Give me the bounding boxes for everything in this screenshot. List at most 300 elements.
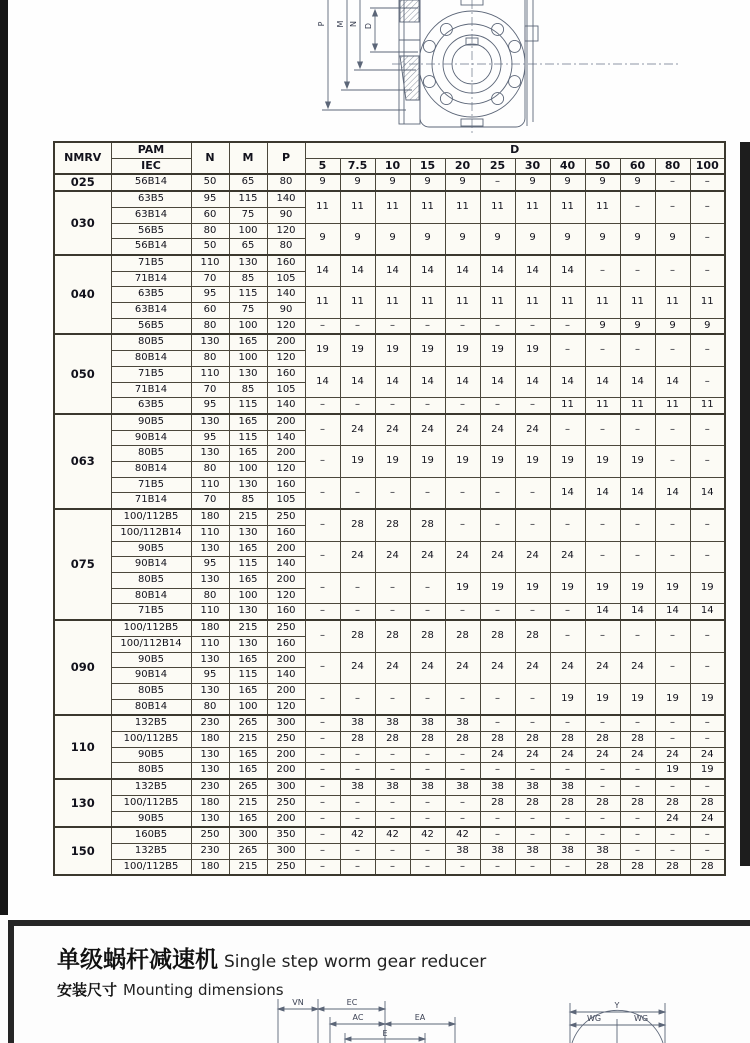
- m-value-cell: 75: [229, 303, 267, 319]
- d-value-cell: 19: [550, 446, 585, 477]
- d-value-cell: –: [515, 859, 550, 875]
- d-value-cell: –: [375, 683, 410, 715]
- m-value-cell: 65: [229, 239, 267, 255]
- iec-cell: 71B14: [111, 382, 191, 398]
- nmrv-size-cell: 040: [54, 255, 111, 335]
- iec-cell: 100/112B5: [111, 795, 191, 811]
- d-col-header: 10: [375, 158, 410, 174]
- d-value-cell: –: [620, 334, 655, 366]
- d-value-cell: –: [305, 811, 340, 827]
- table-row: [54, 318, 725, 334]
- p-value-cell: 90: [267, 303, 305, 319]
- d-value-cell: 24: [515, 652, 550, 683]
- d-value-cell: 24: [690, 811, 725, 827]
- dim-label-m: M: [336, 20, 345, 28]
- d-value-cell: –: [655, 334, 690, 366]
- m-value-cell: 115: [229, 191, 267, 207]
- d-value-cell: 38: [480, 779, 515, 795]
- d-value-cell: –: [410, 683, 445, 715]
- n-value-cell: 130: [191, 572, 229, 588]
- d-value-cell: –: [480, 827, 515, 843]
- iec-cell: 90B5: [111, 414, 191, 430]
- d-value-cell: 9: [410, 223, 445, 255]
- d-value-cell: –: [480, 174, 515, 191]
- p-value-cell: 120: [267, 462, 305, 478]
- d-value-cell: –: [340, 398, 375, 414]
- dim-label-ec: EC: [346, 998, 358, 1007]
- d-value-cell: –: [305, 318, 340, 334]
- d-col-header: 7.5: [340, 158, 375, 174]
- d-value-cell: 11: [410, 287, 445, 318]
- d-value-cell: 24: [340, 652, 375, 683]
- table-row: [54, 843, 725, 859]
- d-value-cell: –: [305, 763, 340, 779]
- iec-cell: 90B5: [111, 541, 191, 557]
- d-value-cell: –: [655, 652, 690, 683]
- d-value-cell: –: [375, 747, 410, 763]
- d-value-cell: 14: [620, 604, 655, 620]
- d-value-cell: 14: [375, 366, 410, 397]
- d-value-cell: –: [375, 859, 410, 875]
- m-value-cell: 115: [229, 398, 267, 414]
- iec-cell: 56B14: [111, 239, 191, 255]
- n-value-cell: 70: [191, 382, 229, 398]
- p-value-cell: 105: [267, 493, 305, 509]
- p-value-cell: 140: [267, 191, 305, 207]
- d-value-cell: 19: [515, 334, 550, 366]
- nmrv-size-cell: 025: [54, 174, 111, 191]
- d-value-cell: 14: [340, 366, 375, 397]
- table-row: [54, 763, 725, 779]
- table-row: [54, 747, 725, 763]
- n-value-cell: 230: [191, 779, 229, 795]
- p-value-cell: 200: [267, 446, 305, 462]
- d-value-cell: –: [515, 398, 550, 414]
- d-value-cell: –: [515, 477, 550, 509]
- table-row: [54, 174, 725, 191]
- iec-cell: 80B5: [111, 683, 191, 699]
- d-value-cell: –: [340, 747, 375, 763]
- m-value-cell: 265: [229, 843, 267, 859]
- d-value-cell: –: [305, 732, 340, 748]
- d-value-cell: 38: [550, 779, 585, 795]
- iec-cell: 71B5: [111, 255, 191, 271]
- m-value-cell: 100: [229, 462, 267, 478]
- nmrv-size-cell: 075: [54, 509, 111, 620]
- d-value-cell: 9: [690, 318, 725, 334]
- n-value-cell: 110: [191, 366, 229, 382]
- d-value-cell: –: [690, 414, 725, 446]
- table-row: [54, 859, 725, 875]
- d-value-cell: 28: [655, 859, 690, 875]
- m-value-cell: 165: [229, 763, 267, 779]
- d-value-cell: –: [340, 763, 375, 779]
- d-value-cell: –: [550, 509, 585, 541]
- d-value-cell: –: [655, 715, 690, 731]
- nmrv-size-cell: 090: [54, 620, 111, 715]
- d-value-cell: –: [655, 446, 690, 477]
- p-value-cell: 120: [267, 351, 305, 367]
- d-value-cell: 14: [445, 255, 480, 287]
- d-value-cell: –: [480, 604, 515, 620]
- d-value-cell: 14: [620, 477, 655, 509]
- col-header-iec: IEC: [111, 158, 191, 174]
- iec-cell: 56B14: [111, 174, 191, 191]
- p-value-cell: 80: [267, 239, 305, 255]
- d-value-cell: –: [620, 509, 655, 541]
- d-value-cell: –: [515, 604, 550, 620]
- n-value-cell: 80: [191, 699, 229, 715]
- d-value-cell: –: [550, 334, 585, 366]
- iec-cell: 63B5: [111, 191, 191, 207]
- d-value-cell: –: [655, 620, 690, 652]
- d-value-cell: –: [655, 827, 690, 843]
- table-row: [54, 715, 725, 731]
- d-value-cell: –: [585, 763, 620, 779]
- d-value-cell: 9: [375, 223, 410, 255]
- d-value-cell: 19: [585, 683, 620, 715]
- m-value-cell: 100: [229, 588, 267, 604]
- d-value-cell: 19: [375, 446, 410, 477]
- table-row: [54, 414, 725, 430]
- p-value-cell: 160: [267, 255, 305, 271]
- d-value-cell: 14: [585, 604, 620, 620]
- d-value-cell: –: [585, 541, 620, 572]
- d-value-cell: 11: [585, 191, 620, 223]
- d-value-cell: 9: [550, 174, 585, 191]
- p-value-cell: 350: [267, 827, 305, 843]
- d-value-cell: 11: [690, 398, 725, 414]
- d-value-cell: 11: [410, 191, 445, 223]
- iec-cell: 71B14: [111, 271, 191, 287]
- p-value-cell: 140: [267, 287, 305, 303]
- n-value-cell: 50: [191, 174, 229, 191]
- d-value-cell: 14: [550, 366, 585, 397]
- d-value-cell: 28: [375, 509, 410, 541]
- d-value-cell: –: [445, 683, 480, 715]
- n-value-cell: 95: [191, 287, 229, 303]
- p-value-cell: 250: [267, 859, 305, 875]
- d-value-cell: 14: [690, 604, 725, 620]
- p-value-cell: 160: [267, 366, 305, 382]
- m-value-cell: 85: [229, 271, 267, 287]
- d-value-cell: 19: [410, 334, 445, 366]
- iec-cell: 90B5: [111, 811, 191, 827]
- d-value-cell: 24: [620, 652, 655, 683]
- d-value-cell: 38: [445, 779, 480, 795]
- p-value-cell: 140: [267, 430, 305, 446]
- d-value-cell: 19: [445, 334, 480, 366]
- d-value-cell: 9: [655, 223, 690, 255]
- table-row: [54, 795, 725, 811]
- d-value-cell: –: [305, 509, 340, 541]
- d-value-cell: –: [690, 366, 725, 397]
- d-value-cell: 24: [410, 652, 445, 683]
- d-value-cell: –: [690, 620, 725, 652]
- d-value-cell: 14: [585, 366, 620, 397]
- d-value-cell: 14: [375, 255, 410, 287]
- iec-cell: 63B5: [111, 398, 191, 414]
- p-value-cell: 105: [267, 271, 305, 287]
- iec-cell: 80B5: [111, 334, 191, 350]
- d-value-cell: –: [480, 398, 515, 414]
- n-value-cell: 180: [191, 859, 229, 875]
- d-value-cell: 11: [445, 191, 480, 223]
- d-value-cell: 28: [585, 859, 620, 875]
- d-value-cell: –: [690, 191, 725, 223]
- mounting-dimensions-drawing: [14, 991, 750, 1043]
- d-value-cell: 24: [375, 414, 410, 446]
- dim-label-ea: EA: [414, 1013, 426, 1022]
- d-value-cell: 28: [445, 732, 480, 748]
- m-value-cell: 215: [229, 509, 267, 525]
- d-value-cell: –: [620, 255, 655, 287]
- d-value-cell: –: [620, 414, 655, 446]
- col-header-nmrv: NMRV: [54, 142, 111, 174]
- d-value-cell: –: [445, 747, 480, 763]
- nmrv-size-cell: 150: [54, 827, 111, 875]
- n-value-cell: 180: [191, 795, 229, 811]
- d-value-cell: –: [690, 255, 725, 287]
- d-value-cell: –: [550, 620, 585, 652]
- d-value-cell: –: [690, 223, 725, 255]
- col-header-d: D: [305, 142, 725, 158]
- d-value-cell: 19: [585, 446, 620, 477]
- table-row: [54, 446, 725, 462]
- d-value-cell: –: [410, 763, 445, 779]
- d-value-cell: 28: [620, 795, 655, 811]
- d-value-cell: 19: [375, 334, 410, 366]
- m-value-cell: 265: [229, 715, 267, 731]
- d-value-cell: –: [410, 398, 445, 414]
- d-value-cell: 28: [515, 795, 550, 811]
- d-value-cell: 11: [445, 287, 480, 318]
- d-value-cell: –: [340, 477, 375, 509]
- d-value-cell: 11: [550, 287, 585, 318]
- d-value-cell: –: [340, 795, 375, 811]
- iec-cell: 90B14: [111, 430, 191, 446]
- n-value-cell: 80: [191, 588, 229, 604]
- d-value-cell: 9: [585, 223, 620, 255]
- d-value-cell: –: [305, 859, 340, 875]
- d-value-cell: 9: [480, 223, 515, 255]
- iec-cell: 80B14: [111, 699, 191, 715]
- p-value-cell: 120: [267, 318, 305, 334]
- n-value-cell: 130: [191, 541, 229, 557]
- d-value-cell: 9: [585, 318, 620, 334]
- d-value-cell: –: [620, 620, 655, 652]
- m-value-cell: 75: [229, 207, 267, 223]
- d-value-cell: –: [550, 827, 585, 843]
- d-value-cell: –: [305, 795, 340, 811]
- d-value-cell: –: [445, 763, 480, 779]
- d-value-cell: 28: [410, 732, 445, 748]
- d-value-cell: 11: [655, 287, 690, 318]
- d-value-cell: –: [305, 747, 340, 763]
- d-value-cell: 9: [515, 223, 550, 255]
- p-value-cell: 250: [267, 620, 305, 636]
- nmrv-size-cell: 063: [54, 414, 111, 509]
- m-value-cell: 300: [229, 827, 267, 843]
- d-value-cell: 11: [480, 287, 515, 318]
- m-value-cell: 130: [229, 255, 267, 271]
- spec-table: [53, 141, 726, 876]
- p-value-cell: 200: [267, 414, 305, 430]
- p-value-cell: 200: [267, 763, 305, 779]
- d-value-cell: –: [690, 715, 725, 731]
- d-value-cell: 9: [515, 174, 550, 191]
- dim-label-ac: AC: [352, 1013, 364, 1022]
- m-value-cell: 100: [229, 318, 267, 334]
- n-value-cell: 95: [191, 557, 229, 573]
- d-value-cell: 14: [655, 366, 690, 397]
- d-value-cell: –: [305, 620, 340, 652]
- m-value-cell: 100: [229, 351, 267, 367]
- d-value-cell: –: [375, 843, 410, 859]
- n-value-cell: 130: [191, 811, 229, 827]
- d-value-cell: 11: [550, 398, 585, 414]
- d-value-cell: 9: [550, 223, 585, 255]
- d-value-cell: 9: [620, 223, 655, 255]
- m-value-cell: 100: [229, 223, 267, 239]
- d-value-cell: 19: [690, 572, 725, 603]
- d-value-cell: –: [410, 843, 445, 859]
- m-value-cell: 165: [229, 446, 267, 462]
- col-header-m: M: [229, 142, 267, 174]
- m-value-cell: 100: [229, 699, 267, 715]
- n-value-cell: 250: [191, 827, 229, 843]
- table-row: [54, 398, 725, 414]
- d-value-cell: 38: [515, 779, 550, 795]
- m-value-cell: 130: [229, 525, 267, 541]
- d-value-cell: 28: [375, 732, 410, 748]
- d-value-cell: –: [690, 174, 725, 191]
- iec-cell: 100/112B5: [111, 732, 191, 748]
- iec-cell: 71B14: [111, 493, 191, 509]
- d-value-cell: –: [550, 414, 585, 446]
- table-row: [54, 366, 725, 382]
- d-value-cell: –: [305, 827, 340, 843]
- p-value-cell: 80: [267, 174, 305, 191]
- p-value-cell: 140: [267, 668, 305, 684]
- d-value-cell: 11: [620, 287, 655, 318]
- d-value-cell: –: [340, 604, 375, 620]
- p-value-cell: 300: [267, 715, 305, 731]
- d-value-cell: –: [445, 398, 480, 414]
- d-value-cell: 24: [375, 652, 410, 683]
- d-value-cell: 11: [480, 191, 515, 223]
- d-value-cell: 28: [585, 732, 620, 748]
- iec-cell: 132B5: [111, 779, 191, 795]
- d-value-cell: –: [480, 477, 515, 509]
- d-value-cell: 24: [410, 541, 445, 572]
- d-value-cell: –: [445, 811, 480, 827]
- d-value-cell: –: [620, 191, 655, 223]
- d-value-cell: –: [585, 255, 620, 287]
- d-value-cell: –: [480, 763, 515, 779]
- d-value-cell: –: [655, 732, 690, 748]
- d-value-cell: 19: [655, 572, 690, 603]
- d-value-cell: 14: [340, 255, 375, 287]
- d-value-cell: 28: [480, 795, 515, 811]
- d-value-cell: –: [375, 318, 410, 334]
- header-row-2 d-subheader-row: [54, 158, 725, 174]
- d-value-cell: 24: [480, 747, 515, 763]
- n-value-cell: 70: [191, 493, 229, 509]
- d-value-cell: 38: [445, 715, 480, 731]
- d-value-cell: –: [305, 446, 340, 477]
- d-value-cell: –: [690, 843, 725, 859]
- d-value-cell: 14: [515, 255, 550, 287]
- iec-cell: 71B5: [111, 477, 191, 493]
- d-value-cell: 19: [340, 334, 375, 366]
- d-value-cell: –: [620, 763, 655, 779]
- d-value-cell: –: [515, 318, 550, 334]
- d-col-header: 20: [445, 158, 480, 174]
- d-value-cell: 11: [655, 398, 690, 414]
- p-value-cell: 250: [267, 732, 305, 748]
- d-value-cell: 24: [550, 747, 585, 763]
- n-value-cell: 110: [191, 604, 229, 620]
- m-value-cell: 215: [229, 732, 267, 748]
- d-value-cell: –: [550, 859, 585, 875]
- d-value-cell: 38: [515, 843, 550, 859]
- p-value-cell: 250: [267, 795, 305, 811]
- d-value-cell: 38: [445, 843, 480, 859]
- d-value-cell: 14: [585, 477, 620, 509]
- d-value-cell: 38: [480, 843, 515, 859]
- d-value-cell: –: [340, 572, 375, 603]
- dim-label-wg-left: WG: [586, 1014, 602, 1023]
- d-value-cell: 24: [515, 747, 550, 763]
- p-value-cell: 160: [267, 604, 305, 620]
- d-value-cell: –: [585, 811, 620, 827]
- d-value-cell: 14: [480, 366, 515, 397]
- d-value-cell: 19: [445, 572, 480, 603]
- d-value-cell: 28: [410, 620, 445, 652]
- iec-cell: 71B5: [111, 604, 191, 620]
- d-value-cell: –: [375, 811, 410, 827]
- d-value-cell: –: [690, 779, 725, 795]
- iec-cell: 80B14: [111, 351, 191, 367]
- p-value-cell: 120: [267, 588, 305, 604]
- n-value-cell: 230: [191, 843, 229, 859]
- d-value-cell: 14: [445, 366, 480, 397]
- col-header-n: N: [191, 142, 229, 174]
- d-value-cell: –: [305, 652, 340, 683]
- d-value-cell: –: [480, 715, 515, 731]
- col-header-p: P: [267, 142, 305, 174]
- dim-label-d: D: [364, 22, 373, 30]
- section-title: [57, 941, 486, 974]
- n-value-cell: 95: [191, 430, 229, 446]
- m-value-cell: 85: [229, 382, 267, 398]
- iec-cell: 90B14: [111, 668, 191, 684]
- d-value-cell: –: [410, 747, 445, 763]
- d-value-cell: 28: [340, 732, 375, 748]
- d-value-cell: 9: [585, 174, 620, 191]
- d-value-cell: –: [515, 827, 550, 843]
- d-value-cell: 14: [550, 255, 585, 287]
- d-value-cell: 24: [515, 414, 550, 446]
- p-value-cell: 140: [267, 557, 305, 573]
- d-value-cell: 9: [655, 318, 690, 334]
- d-value-cell: –: [375, 795, 410, 811]
- d-value-cell: 24: [375, 541, 410, 572]
- d-col-header: 30: [515, 158, 550, 174]
- n-value-cell: 130: [191, 414, 229, 430]
- d-value-cell: –: [585, 509, 620, 541]
